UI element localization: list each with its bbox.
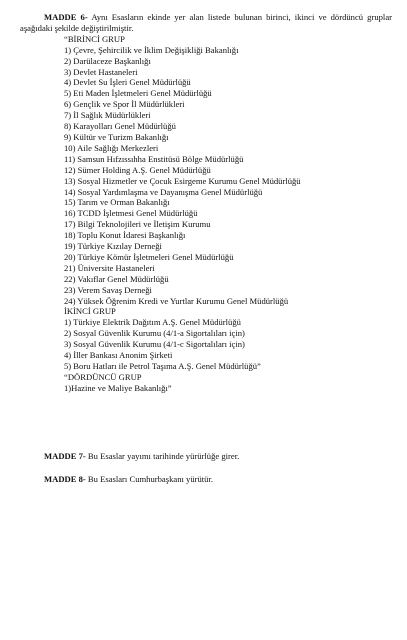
list-item: 4) Devlet Su İşleri Genel Müdürlüğü bbox=[64, 77, 191, 88]
list-item: “DÖRDÜNCÜ GRUP bbox=[64, 371, 142, 382]
article-8-label: MADDE 8- bbox=[44, 474, 86, 484]
list-item: 9) Kültür ve Turizm Bakanlığı bbox=[64, 131, 169, 142]
list-item: 21) Üniversite Hastaneleri bbox=[64, 262, 155, 273]
list-item: 8) Karayolları Genel Müdürlüğü bbox=[64, 121, 176, 132]
article-6 bbox=[20, 12, 392, 394]
article-7-label: MADDE 7- bbox=[44, 451, 86, 461]
article-8 bbox=[44, 474, 213, 485]
article-6-intro bbox=[20, 12, 392, 34]
list-item: İKİNCİ GRUP bbox=[64, 306, 116, 317]
list-item: 1) Çevre, Şehircilik ve İklim Değişikliği Bakanlığı bbox=[64, 44, 239, 55]
list-item: 1)Hazine ve Maliye Bakanlığı” bbox=[64, 382, 172, 393]
list-item: 4) İller Bankası Anonim Şirketi bbox=[64, 350, 173, 361]
list-item: 3) Devlet Hastaneleri bbox=[64, 66, 138, 77]
list-item: 1) Türkiye Elektrik Dağıtım A.Ş. Genel Müdürlüğü bbox=[64, 317, 241, 328]
list-item: 2) Darülaceze Başkanlığı bbox=[64, 55, 151, 66]
list-item: 23) Verem Savaş Derneği bbox=[64, 284, 152, 295]
list-item: 19) Türkiye Kızılay Derneği bbox=[64, 241, 162, 252]
list-item: 15) Tarım ve Orman Bakanlığı bbox=[64, 197, 170, 208]
group-list bbox=[64, 34, 392, 394]
article-6-label: MADDE 6- bbox=[44, 12, 88, 22]
list-item: 11) Samsun Hıfzıssıhha Enstitüsü Bölge Müdürlüğü bbox=[64, 153, 244, 164]
article-8-text: Bu Esasları Cumhurbaşkanı yürütür. bbox=[85, 474, 214, 484]
list-item: 10) Aile Sağlığı Merkezleri bbox=[64, 142, 159, 153]
list-item: 5) Eti Maden İşletmeleri Genel Müdürlüğü bbox=[64, 88, 212, 99]
list-item: 2) Sosyal Güvenlik Kurumu (4/1-a Sigortalıları için) bbox=[64, 328, 245, 339]
list-item: 14) Sosyal Yardımlaşma ve Dayanışma Genel Müdürlüğü bbox=[64, 186, 263, 197]
list-item: 20) Türkiye Kömür İşletmeleri Genel Müdürlüğü bbox=[64, 251, 234, 262]
article-7-text: Bu Esaslar yayımı tarihinde yürürlüğe girer. bbox=[85, 451, 240, 461]
article-7 bbox=[44, 451, 239, 462]
list-item: 6) Gençlik ve Spor İl Müdürlükleri bbox=[64, 99, 185, 110]
list-item: 12) Sümer Holding A.Ş. Genel Müdürlüğü bbox=[64, 164, 211, 175]
list-item: 22) Vakıflar Genel Müdürlüğü bbox=[64, 273, 169, 284]
list-item: 17) Bilgi Teknolojileri ve İletişim Kurumu bbox=[64, 219, 211, 230]
list-item: 16) TCDD İşletmesi Genel Müdürlüğü bbox=[64, 208, 198, 219]
list-item: 13) Sosyal Hizmetler ve Çocuk Esirgeme Kurumu Genel Müdürlüğü bbox=[64, 175, 301, 186]
list-item: 24) Yüksek Öğrenim Kredi ve Yurtlar Kurumu Genel Müdürlüğü bbox=[64, 295, 289, 306]
list-item: 3) Sosyal Güvenlik Kurumu (4/1-c Sigortalıları için) bbox=[64, 339, 245, 350]
list-item: 5) Boru Hatları ile Petrol Taşıma A.Ş. Genel Müdürlüğü” bbox=[64, 361, 261, 371]
list-item: 18) Toplu Konut İdaresi Başkanlığı bbox=[64, 230, 186, 241]
list-item: “BİRİNCİ GRUP bbox=[64, 33, 125, 44]
list-item: 7) İl Sağlık Müdürlükleri bbox=[64, 110, 151, 121]
article-6-text: Aynı Esasların ekinde yer alan listede bulunan birinci, ikinci ve dördüncü gruplar aşağıdaki şekilde değiştirilmiştir. bbox=[20, 12, 392, 33]
